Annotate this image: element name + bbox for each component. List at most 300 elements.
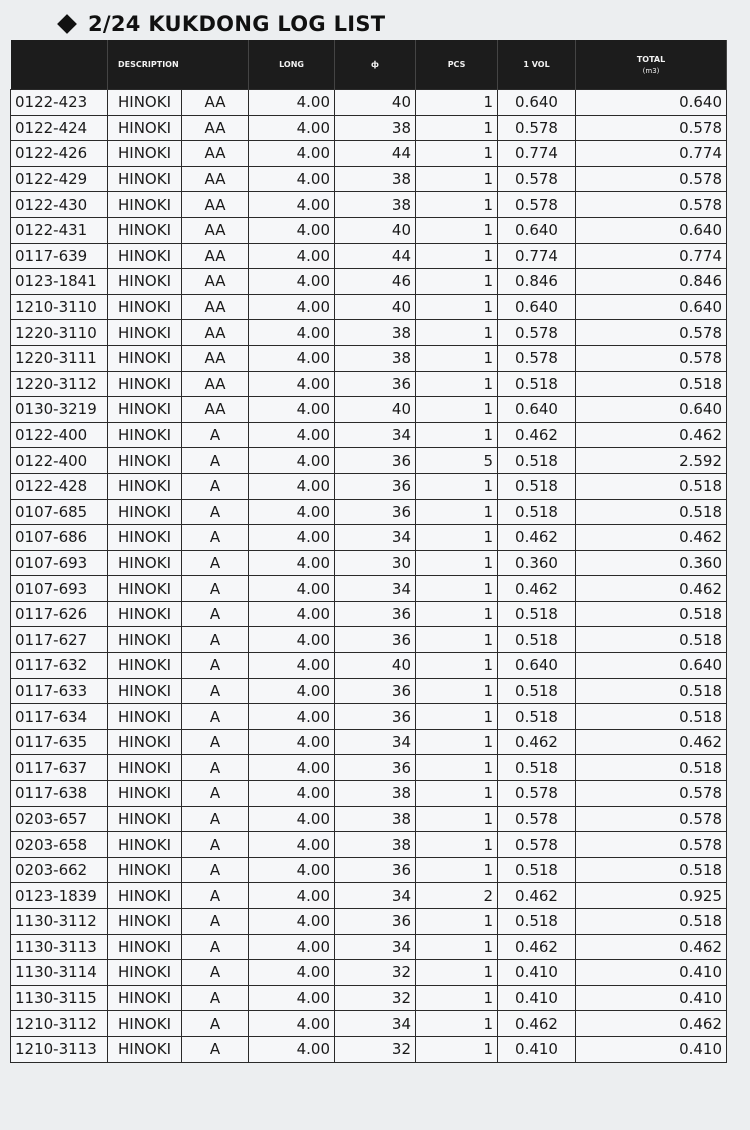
unit-volume-cell: 0.578: [498, 832, 576, 858]
grade-cell: AA: [182, 371, 249, 397]
lot-cell: 0130-3219: [11, 397, 108, 423]
pcs-cell: 1: [416, 934, 498, 960]
diameter-cell: 34: [335, 934, 416, 960]
table-row: [11, 1011, 727, 1037]
species-cell: HINOKI: [108, 909, 182, 935]
species-cell: HINOKI: [108, 550, 182, 576]
species-cell: HINOKI: [108, 1036, 182, 1062]
unit-volume-cell: 0.518: [498, 473, 576, 499]
header-total-label: TOTAL: [636, 54, 666, 64]
lot-cell: 0117-635: [11, 729, 108, 755]
table-row: [11, 729, 727, 755]
total-cell: 0.578: [576, 166, 727, 192]
unit-volume-cell: 0.578: [498, 781, 576, 807]
length-cell: 4.00: [249, 345, 335, 371]
grade-cell: A: [182, 857, 249, 883]
total-cell: 0.518: [576, 678, 727, 704]
length-cell: 4.00: [249, 729, 335, 755]
lot-cell: 0203-658: [11, 832, 108, 858]
diameter-cell: 32: [335, 985, 416, 1011]
diameter-cell: 34: [335, 883, 416, 909]
lot-cell: 1210-3113: [11, 1036, 108, 1062]
length-cell: 4.00: [249, 806, 335, 832]
table-row: [11, 320, 727, 346]
diameter-cell: 34: [335, 525, 416, 551]
lot-cell: 0203-662: [11, 857, 108, 883]
species-cell: HINOKI: [108, 525, 182, 551]
species-cell: HINOKI: [108, 345, 182, 371]
species-cell: HINOKI: [108, 397, 182, 423]
pcs-cell: 1: [416, 499, 498, 525]
total-cell: 0.518: [576, 704, 727, 730]
species-cell: HINOKI: [108, 781, 182, 807]
unit-volume-cell: 0.518: [498, 678, 576, 704]
table-row: [11, 755, 727, 781]
pcs-cell: 1: [416, 755, 498, 781]
total-cell: 0.578: [576, 192, 727, 218]
diameter-cell: 32: [335, 960, 416, 986]
total-cell: 0.462: [576, 1011, 727, 1037]
header-diameter: ф: [335, 40, 416, 90]
pcs-cell: 1: [416, 985, 498, 1011]
grade-cell: AA: [182, 192, 249, 218]
total-cell: 0.925: [576, 883, 727, 909]
length-cell: 4.00: [249, 371, 335, 397]
total-cell: 0.640: [576, 90, 727, 116]
length-cell: 4.00: [249, 832, 335, 858]
lot-cell: 1130-3115: [11, 985, 108, 1011]
diameter-cell: 40: [335, 217, 416, 243]
pcs-cell: 1: [416, 1011, 498, 1037]
table-row: [11, 985, 727, 1011]
header-lot: [11, 40, 108, 90]
grade-cell: AA: [182, 115, 249, 141]
grade-cell: A: [182, 473, 249, 499]
pcs-cell: 1: [416, 192, 498, 218]
unit-volume-cell: 0.578: [498, 192, 576, 218]
table-row: [11, 653, 727, 679]
header-total-unit: (m3): [642, 66, 660, 75]
table-row: [11, 678, 727, 704]
lot-cell: 0122-400: [11, 448, 108, 474]
header-description: DESCRIPTION: [108, 40, 249, 90]
species-cell: HINOKI: [108, 601, 182, 627]
table-row: [11, 883, 727, 909]
grade-cell: A: [182, 576, 249, 602]
species-cell: HINOKI: [108, 217, 182, 243]
pcs-cell: 1: [416, 653, 498, 679]
diameter-cell: 36: [335, 448, 416, 474]
unit-volume-cell: 0.518: [498, 857, 576, 883]
diameter-cell: 36: [335, 371, 416, 397]
lot-cell: 1220-3111: [11, 345, 108, 371]
unit-volume-cell: 0.518: [498, 627, 576, 653]
table-row: [11, 525, 727, 551]
table-row: [11, 217, 727, 243]
species-cell: HINOKI: [108, 192, 182, 218]
unit-volume-cell: 0.410: [498, 1036, 576, 1062]
diamond-bullet-icon: [57, 14, 77, 34]
lot-cell: 0107-685: [11, 499, 108, 525]
lot-cell: 1220-3110: [11, 320, 108, 346]
grade-cell: AA: [182, 269, 249, 295]
pcs-cell: 1: [416, 166, 498, 192]
page-title: 2/24 KUKDONG LOG LIST: [88, 12, 386, 36]
length-cell: 4.00: [249, 601, 335, 627]
grade-cell: A: [182, 985, 249, 1011]
lot-cell: 0117-639: [11, 243, 108, 269]
grade-cell: A: [182, 883, 249, 909]
unit-volume-cell: 0.462: [498, 729, 576, 755]
length-cell: 4.00: [249, 320, 335, 346]
species-cell: HINOKI: [108, 499, 182, 525]
total-cell: 0.640: [576, 653, 727, 679]
length-cell: 4.00: [249, 1011, 335, 1037]
header-total: [576, 40, 727, 90]
diameter-cell: 36: [335, 678, 416, 704]
grade-cell: AA: [182, 243, 249, 269]
pcs-cell: 1: [416, 473, 498, 499]
grade-cell: A: [182, 934, 249, 960]
unit-volume-cell: 0.774: [498, 141, 576, 167]
total-cell: 0.774: [576, 141, 727, 167]
pcs-cell: 2: [416, 883, 498, 909]
pcs-cell: 1: [416, 217, 498, 243]
table-row: [11, 960, 727, 986]
pcs-cell: 1: [416, 1036, 498, 1062]
diameter-cell: 38: [335, 320, 416, 346]
length-cell: 4.00: [249, 217, 335, 243]
length-cell: 4.00: [249, 576, 335, 602]
grade-cell: AA: [182, 397, 249, 423]
total-cell: 0.640: [576, 217, 727, 243]
species-cell: HINOKI: [108, 115, 182, 141]
table-row: [11, 294, 727, 320]
grade-cell: AA: [182, 90, 249, 116]
diameter-cell: 40: [335, 397, 416, 423]
diameter-cell: 38: [335, 115, 416, 141]
total-cell: 0.462: [576, 934, 727, 960]
lot-cell: 1210-3110: [11, 294, 108, 320]
total-cell: 0.518: [576, 857, 727, 883]
unit-volume-cell: 0.462: [498, 525, 576, 551]
lot-cell: 0117-627: [11, 627, 108, 653]
lot-cell: 0107-693: [11, 576, 108, 602]
length-cell: 4.00: [249, 909, 335, 935]
unit-volume-cell: 0.640: [498, 90, 576, 116]
total-cell: 0.462: [576, 576, 727, 602]
unit-volume-cell: 0.410: [498, 985, 576, 1011]
grade-cell: AA: [182, 345, 249, 371]
species-cell: HINOKI: [108, 269, 182, 295]
pcs-cell: 1: [416, 960, 498, 986]
unit-volume-cell: 0.518: [498, 499, 576, 525]
length-cell: 4.00: [249, 115, 335, 141]
total-cell: 0.518: [576, 601, 727, 627]
length-cell: 4.00: [249, 141, 335, 167]
grade-cell: A: [182, 601, 249, 627]
unit-volume-cell: 0.774: [498, 243, 576, 269]
length-cell: 4.00: [249, 499, 335, 525]
unit-volume-cell: 0.578: [498, 345, 576, 371]
lot-cell: 0122-431: [11, 217, 108, 243]
total-cell: 0.578: [576, 806, 727, 832]
diameter-cell: 36: [335, 499, 416, 525]
lot-cell: 0117-637: [11, 755, 108, 781]
unit-volume-cell: 0.640: [498, 397, 576, 423]
unit-volume-cell: 0.640: [498, 217, 576, 243]
diameter-cell: 36: [335, 473, 416, 499]
unit-volume-cell: 0.578: [498, 115, 576, 141]
species-cell: HINOKI: [108, 243, 182, 269]
species-cell: HINOKI: [108, 448, 182, 474]
pcs-cell: 1: [416, 704, 498, 730]
grade-cell: AA: [182, 294, 249, 320]
total-cell: 0.518: [576, 371, 727, 397]
length-cell: 4.00: [249, 397, 335, 423]
grade-cell: AA: [182, 166, 249, 192]
lot-cell: 1220-3112: [11, 371, 108, 397]
pcs-cell: 1: [416, 243, 498, 269]
unit-volume-cell: 0.462: [498, 883, 576, 909]
pcs-cell: 1: [416, 397, 498, 423]
pcs-cell: 1: [416, 832, 498, 858]
table-row: [11, 627, 727, 653]
total-cell: 0.410: [576, 985, 727, 1011]
diameter-cell: 40: [335, 294, 416, 320]
unit-volume-cell: 0.846: [498, 269, 576, 295]
diameter-cell: 38: [335, 832, 416, 858]
table-body: [11, 90, 727, 1063]
grade-cell: A: [182, 422, 249, 448]
grade-cell: A: [182, 832, 249, 858]
unit-volume-cell: 0.578: [498, 320, 576, 346]
unit-volume-cell: 0.518: [498, 371, 576, 397]
total-cell: 0.578: [576, 115, 727, 141]
lot-cell: 1130-3112: [11, 909, 108, 935]
table-row: [11, 371, 727, 397]
total-cell: 0.360: [576, 550, 727, 576]
pcs-cell: 1: [416, 294, 498, 320]
lot-cell: 0117-638: [11, 781, 108, 807]
total-cell: 0.462: [576, 525, 727, 551]
species-cell: HINOKI: [108, 806, 182, 832]
diameter-cell: 36: [335, 627, 416, 653]
species-cell: HINOKI: [108, 576, 182, 602]
lot-cell: 0122-428: [11, 473, 108, 499]
pcs-cell: 1: [416, 857, 498, 883]
lot-cell: 0117-632: [11, 653, 108, 679]
diameter-cell: 38: [335, 166, 416, 192]
total-cell: 0.518: [576, 909, 727, 935]
lot-cell: 0107-693: [11, 550, 108, 576]
total-cell: 0.846: [576, 269, 727, 295]
length-cell: 4.00: [249, 90, 335, 116]
total-cell: 0.410: [576, 960, 727, 986]
total-cell: 0.640: [576, 294, 727, 320]
length-cell: 4.00: [249, 473, 335, 499]
lot-cell: 0122-430: [11, 192, 108, 218]
diameter-cell: 46: [335, 269, 416, 295]
lot-cell: 0117-633: [11, 678, 108, 704]
grade-cell: A: [182, 1036, 249, 1062]
length-cell: 4.00: [249, 627, 335, 653]
pcs-cell: 1: [416, 371, 498, 397]
diameter-cell: 34: [335, 729, 416, 755]
table-row: [11, 857, 727, 883]
diameter-cell: 38: [335, 345, 416, 371]
unit-volume-cell: 0.462: [498, 934, 576, 960]
unit-volume-cell: 0.640: [498, 653, 576, 679]
pcs-cell: 1: [416, 909, 498, 935]
table-row: [11, 166, 727, 192]
species-cell: HINOKI: [108, 371, 182, 397]
table-row: [11, 806, 727, 832]
table-row: [11, 781, 727, 807]
grade-cell: A: [182, 781, 249, 807]
species-cell: HINOKI: [108, 141, 182, 167]
grade-cell: A: [182, 729, 249, 755]
pcs-cell: 1: [416, 141, 498, 167]
length-cell: 4.00: [249, 166, 335, 192]
table-row: [11, 473, 727, 499]
pcs-cell: 1: [416, 601, 498, 627]
unit-volume-cell: 0.518: [498, 601, 576, 627]
lot-cell: 0122-400: [11, 422, 108, 448]
length-cell: 4.00: [249, 704, 335, 730]
grade-cell: A: [182, 653, 249, 679]
total-cell: 0.578: [576, 781, 727, 807]
pcs-cell: 1: [416, 678, 498, 704]
diameter-cell: 34: [335, 422, 416, 448]
length-cell: 4.00: [249, 243, 335, 269]
table-row: [11, 115, 727, 141]
species-cell: HINOKI: [108, 627, 182, 653]
grade-cell: A: [182, 550, 249, 576]
pcs-cell: 1: [416, 115, 498, 141]
unit-volume-cell: 0.578: [498, 166, 576, 192]
pcs-cell: 1: [416, 627, 498, 653]
unit-volume-cell: 0.518: [498, 909, 576, 935]
unit-volume-cell: 0.578: [498, 806, 576, 832]
lot-cell: 0123-1841: [11, 269, 108, 295]
diameter-cell: 34: [335, 1011, 416, 1037]
total-cell: 0.518: [576, 627, 727, 653]
pcs-cell: 1: [416, 729, 498, 755]
total-cell: 0.640: [576, 397, 727, 423]
table-row: [11, 345, 727, 371]
table-row: [11, 1036, 727, 1062]
pcs-cell: 1: [416, 525, 498, 551]
lot-cell: 1210-3112: [11, 1011, 108, 1037]
species-cell: HINOKI: [108, 934, 182, 960]
species-cell: HINOKI: [108, 320, 182, 346]
grade-cell: A: [182, 806, 249, 832]
table-row: [11, 499, 727, 525]
length-cell: 4.00: [249, 550, 335, 576]
title-row: [60, 8, 385, 40]
log-table: [10, 40, 727, 1063]
lot-cell: 0117-634: [11, 704, 108, 730]
grade-cell: A: [182, 704, 249, 730]
total-cell: 0.578: [576, 832, 727, 858]
unit-volume-cell: 0.360: [498, 550, 576, 576]
grade-cell: AA: [182, 141, 249, 167]
header-pcs: PCS: [416, 40, 498, 90]
table-header-row: [11, 40, 727, 90]
table-row: [11, 269, 727, 295]
species-cell: HINOKI: [108, 422, 182, 448]
table-row: [11, 934, 727, 960]
species-cell: HINOKI: [108, 166, 182, 192]
lot-cell: 0122-426: [11, 141, 108, 167]
diameter-cell: 36: [335, 755, 416, 781]
lot-cell: 0122-423: [11, 90, 108, 116]
length-cell: 4.00: [249, 1036, 335, 1062]
table-row: [11, 397, 727, 423]
grade-cell: A: [182, 960, 249, 986]
length-cell: 4.00: [249, 422, 335, 448]
lot-cell: 0203-657: [11, 806, 108, 832]
header-unit-volume: 1 VOL: [498, 40, 576, 90]
lot-cell: 0122-429: [11, 166, 108, 192]
length-cell: 4.00: [249, 525, 335, 551]
unit-volume-cell: 0.462: [498, 576, 576, 602]
table-row: [11, 243, 727, 269]
table-row: [11, 90, 727, 116]
header-long: LONG: [249, 40, 335, 90]
pcs-cell: 1: [416, 576, 498, 602]
pcs-cell: 1: [416, 781, 498, 807]
species-cell: HINOKI: [108, 653, 182, 679]
lot-cell: 1130-3114: [11, 960, 108, 986]
diameter-cell: 38: [335, 781, 416, 807]
diameter-cell: 34: [335, 576, 416, 602]
length-cell: 4.00: [249, 857, 335, 883]
length-cell: 4.00: [249, 678, 335, 704]
unit-volume-cell: 0.640: [498, 294, 576, 320]
pcs-cell: 1: [416, 345, 498, 371]
diameter-cell: 36: [335, 909, 416, 935]
table-row: [11, 704, 727, 730]
grade-cell: A: [182, 627, 249, 653]
diameter-cell: 32: [335, 1036, 416, 1062]
pcs-cell: 1: [416, 422, 498, 448]
length-cell: 4.00: [249, 269, 335, 295]
table-row: [11, 601, 727, 627]
species-cell: HINOKI: [108, 294, 182, 320]
pcs-cell: 5: [416, 448, 498, 474]
unit-volume-cell: 0.462: [498, 422, 576, 448]
table-row: [11, 832, 727, 858]
diameter-cell: 38: [335, 806, 416, 832]
length-cell: 4.00: [249, 781, 335, 807]
lot-cell: 0107-686: [11, 525, 108, 551]
species-cell: HINOKI: [108, 985, 182, 1011]
length-cell: 4.00: [249, 755, 335, 781]
species-cell: HINOKI: [108, 704, 182, 730]
total-cell: 0.774: [576, 243, 727, 269]
table-row: [11, 909, 727, 935]
length-cell: 4.00: [249, 192, 335, 218]
diameter-cell: 44: [335, 243, 416, 269]
length-cell: 4.00: [249, 934, 335, 960]
diameter-cell: 36: [335, 601, 416, 627]
grade-cell: A: [182, 755, 249, 781]
species-cell: HINOKI: [108, 473, 182, 499]
grade-cell: A: [182, 499, 249, 525]
pcs-cell: 1: [416, 550, 498, 576]
